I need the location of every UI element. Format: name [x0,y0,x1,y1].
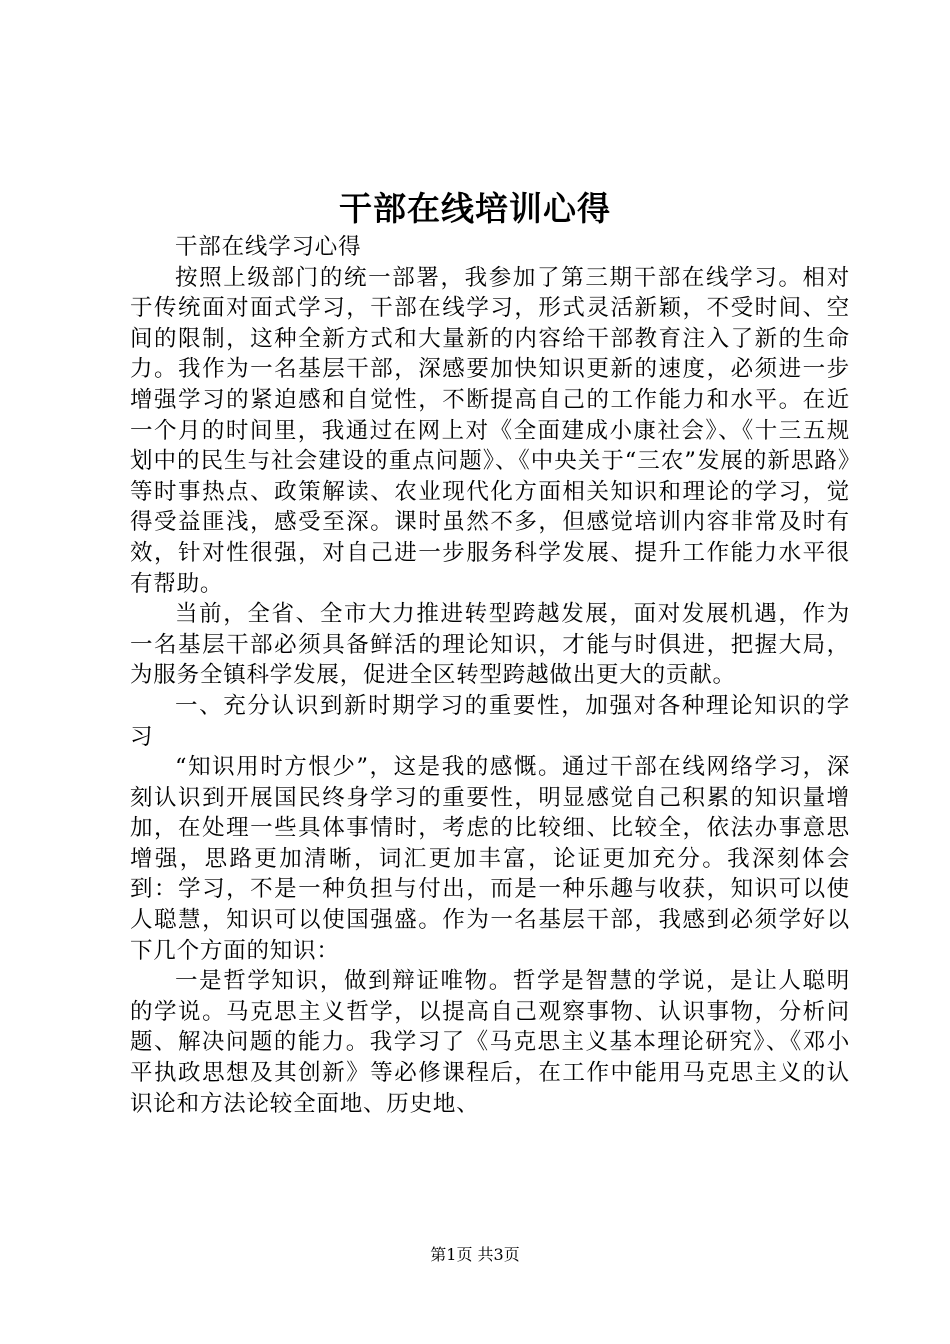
paragraph-subtitle: 干部在线学习心得 [175,234,362,260]
page-footer: 第1页 共3页 [430,1245,520,1264]
paragraph-knowledge: “知识用时方恨少”，这是我的感慨。通过干部在线网络学习，深刻认识到开展国民终身学习的重要性，明显感觉自己积累的知识量增加，在处理一些具体事情时，考虑的比较细、比较全，依法办事意思增强，思路更加清晰，词汇更加丰富，论证更加充分。我深刻体会到：学习，不是一种负担与付出，而是一种乐趣与收获，知识可以使人聪慧，知识可以使国强盛。作为一名基层干部，我感到必须学好以下几个方面的知识： [130,754,850,964]
paragraph-context: 当前，全省、全市大力推进转型跨越发展，面对发展机遇，作为一名基层干部必须具备鲜活的理论知识，才能与时俱进，把握大局，为服务全镇科学发展，促进全区转型跨越做出更大的贡献。 [130,601,850,689]
paragraph-intro: 按照上级部门的统一部署，我参加了第三期干部在线学习。相对于传统面对面式学习，干部在线学习，形式灵活新颖，不受时间、空间的限制，这种全新方式和大量新的内容给干部教育注入了新的生命力。我作为一名基层干部，深感要加快知识更新的速度，必须进一步增强学习的紧迫感和自觉性，不断提高自己的工作能力和水平。在近一个月的时间里，我通过在网上对《全面建成小康社会》、《十三五规划中的民生与社会建设的重点问题》、《中央关于“三农”发展的新思路》等时事热点、政策解读、农业现代化方面相关知识和理论的学习，觉得受益匪浅，感受至深。课时虽然不多，但感觉培训内容非常及时有效，针对性很强，对自己进一步服务科学发展、提升工作能力水平很有帮助。 [130,264,850,597]
section-heading-1: 一、充分认识到新时期学习的重要性，加强对各种理论知识的学习 [130,692,850,750]
paragraph-philosophy: 一是哲学知识，做到辩证唯物。哲学是智慧的学说，是让人聪明的学说。马克思主义哲学，以提高自己观察事物、认识事物，分析问题、解决问题的能力。我学习了《马克思主义基本理论研究》、《邓小平执政思想及其创新》等必修课程后，在工作中能用马克思主义的认识论和方法论较全面地、历史地、 [130,968,850,1117]
document-body [130,232,850,1119]
document-title: 干部在线培训心得 [339,189,611,228]
